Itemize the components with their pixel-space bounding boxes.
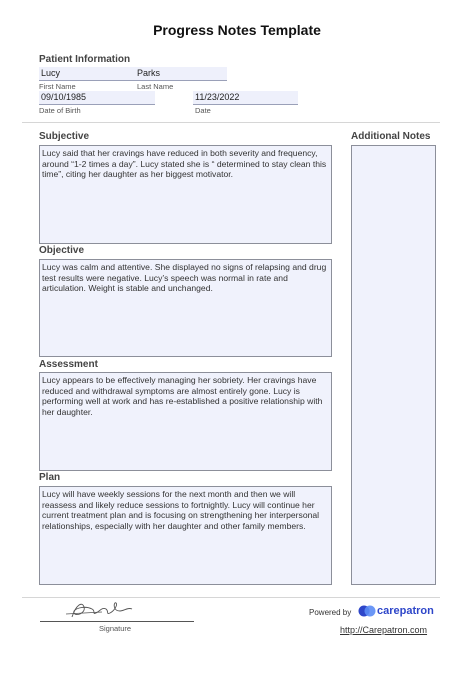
last-name-field[interactable]: Parks <box>135 67 227 81</box>
dob-field[interactable]: 09/10/1985 <box>39 91 155 105</box>
signature-scribble <box>62 599 142 621</box>
first-name-label: First Name <box>39 82 76 91</box>
subjective-heading: Subjective <box>39 131 90 142</box>
first-name-field[interactable]: Lucy <box>39 67 135 81</box>
divider-bottom <box>22 597 440 598</box>
objective-textbox[interactable]: Lucy was calm and attentive. She displayed no signs of relapsing and drug test results were negative. Lucy’s speech was normal in rate and articulation. Weight is stable and unchanged. <box>39 259 332 357</box>
plan-heading: Plan <box>39 472 61 483</box>
divider-top <box>22 122 440 123</box>
powered-by-text: Powered by <box>309 608 352 617</box>
signature-label: Signature <box>99 624 132 633</box>
assessment-heading: Assessment <box>39 359 98 370</box>
carepatron-link[interactable]: http://Carepatron.com <box>340 625 428 635</box>
patient-info-heading: Patient Information <box>39 54 131 65</box>
additional-notes-heading: Additional Notes <box>351 131 431 142</box>
carepatron-logo-icon <box>358 604 376 618</box>
signature-line <box>40 621 194 622</box>
date-label: Date <box>195 106 211 115</box>
assessment-textbox[interactable]: Lucy appears to be effectively managing her sobriety. Her cravings have reduced and withdrawal symptoms are almost entirely gone. Lucy is performing well at work and has re-established a positive relationship with her daughter. <box>39 372 332 471</box>
objective-heading: Objective <box>39 245 85 256</box>
additional-notes-textbox[interactable] <box>351 145 436 585</box>
subjective-textbox[interactable]: Lucy said that her cravings have reduced in both severity and frequency, around “1-2 times a day”. Lucy stated she is “ determined to stay clean this time”, citing her daughter as her biggest motivator. <box>39 145 332 244</box>
page-title: Progress Notes Template <box>153 22 321 38</box>
date-field[interactable]: 11/23/2022 <box>193 91 298 105</box>
plan-textbox[interactable]: Lucy will have weekly sessions for the next month and then we will reassess and likely reduce sessions to fortnightly. Lucy will continue her current treatment plan and is focusing on strengthening her interpersonal relationships, especially with her daughter and other family members. <box>39 486 332 585</box>
last-name-label: Last Name <box>137 82 174 91</box>
carepatron-brand: carepatron <box>377 605 434 617</box>
dob-label: Date of Birth <box>39 106 81 115</box>
